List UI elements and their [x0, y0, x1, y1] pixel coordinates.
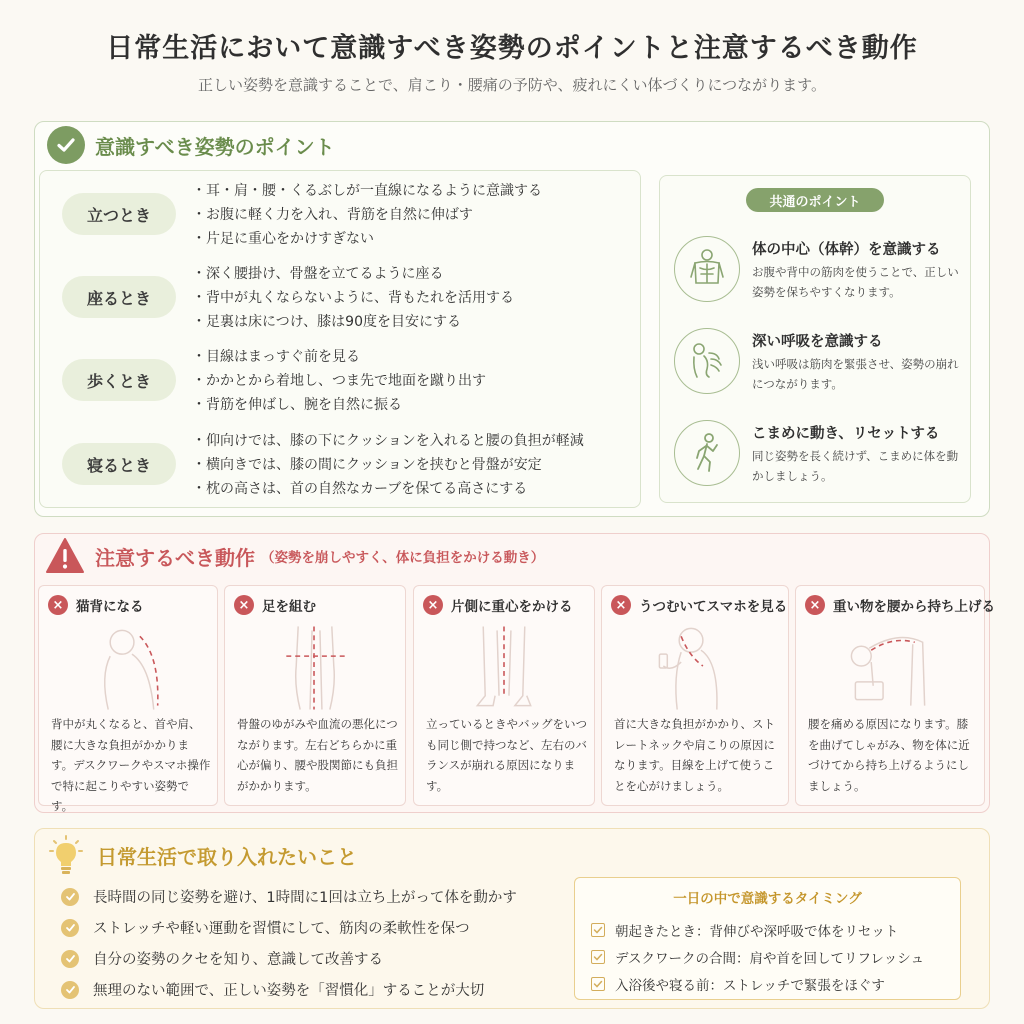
posture-item: ・横向きでは、膝の間にクッションを挟むと骨盤が安定 — [192, 457, 542, 473]
phone-neck-icon — [602, 626, 788, 710]
checkbox-icon — [591, 923, 605, 937]
habits-section-header — [49, 835, 357, 875]
hunched-back-icon — [39, 626, 217, 710]
caution-card-title: 足を組む — [262, 599, 316, 615]
posture-item: ・かかとから着地し、つま先で地面を蹴り出す — [192, 373, 486, 389]
common-item-title: 深い呼吸を意識する — [752, 334, 883, 350]
page-title: 日常生活において意識すべき姿勢のポイントと注意するべき動作 — [106, 33, 918, 64]
breathing-icon — [674, 328, 740, 394]
timing-item — [591, 943, 924, 970]
common-points-panel — [659, 175, 971, 503]
caution-card-title: 片側に重心をかける — [451, 599, 573, 615]
caution-card-title: うつむいてスマホを見る — [639, 599, 788, 615]
caution-card-uneven-stance — [413, 585, 595, 806]
posture-section-header — [47, 125, 335, 165]
posture-item: ・耳・肩・腰・くるぶしが一直線になるように意識する — [192, 183, 542, 199]
habits-section-title: 日常生活で取り入れたいこと — [97, 844, 357, 869]
lightbulb-icon — [49, 835, 83, 875]
common-points-tag: 共通のポイント — [746, 188, 884, 212]
posture-row-walking — [40, 339, 640, 419]
habit-item — [61, 974, 517, 1005]
common-item-core — [674, 236, 964, 316]
caution-card-hunched-back — [38, 585, 218, 813]
caution-card-title: 猫背になる — [76, 599, 144, 615]
posture-section-title: 意識すべき姿勢のポイント — [95, 134, 335, 159]
timing-panel — [574, 877, 961, 1000]
caution-card-desc: 首に大きな負担がかかり、ストレートネックや肩こりの原因になります。目線を上げて使うことを心がけましょう。 — [614, 717, 775, 793]
checkbox-icon — [591, 977, 605, 991]
x-icon: × — [423, 595, 443, 615]
caution-card-phone-neck — [601, 585, 789, 806]
habit-text: 長時間の同じ姿勢を避け、1時間に1回は立ち上がって体を動かす — [93, 890, 517, 906]
check-icon — [61, 950, 79, 968]
lifting-icon — [796, 626, 984, 710]
posture-row-standing — [40, 173, 640, 253]
posture-points-section — [34, 121, 990, 517]
posture-item: ・お腹に軽く力を入れ、背筋を自然に伸ばす — [192, 207, 473, 223]
uneven-stance-icon — [414, 626, 594, 710]
posture-item: ・目線はまっすぐ前を見る — [192, 349, 360, 365]
caution-card-title: 重い物を腰から持ち上げる — [833, 599, 995, 615]
habit-text: ストレッチや軽い運動を習慣にして、筋肉の柔軟性を保つ — [93, 921, 470, 937]
x-icon: × — [805, 595, 825, 615]
habits-list — [61, 881, 517, 1005]
check-icon — [61, 981, 79, 999]
caution-card-desc: 骨盤のゆがみや血流の悪化につながります。左右どちらかに重心が偏り、腰や股関節にも負担がかかります。 — [237, 717, 398, 793]
habit-item — [61, 881, 517, 912]
posture-item: ・背中が丸くならないように、背もたれを活用する — [192, 290, 514, 306]
check-circle-icon — [47, 126, 85, 164]
common-item-desc: お腹や背中の筋肉を使うことで、正しい姿勢を保ちやすくなります。 — [752, 265, 959, 299]
posture-item: ・片足に重心をかけすぎない — [192, 231, 374, 247]
caution-card-crossed-legs — [224, 585, 406, 806]
habit-item — [61, 943, 517, 974]
habit-text: 自分の姿勢のクセを知り、意識して改善する — [93, 952, 383, 968]
caution-section — [34, 533, 995, 813]
timing-text: 朝起きたとき：背伸びや深呼吸で体をリセット — [615, 923, 899, 940]
habits-section — [34, 828, 990, 1009]
posture-item: ・深く腰掛け、骨盤を立てるように座る — [192, 266, 444, 282]
caution-section-header — [45, 536, 544, 576]
page-subtitle: 正しい姿勢を意識することで、肩こり・腰痛の予防や、疲れにくい体づくりにつながります。 — [198, 76, 826, 94]
posture-item: ・背筋を伸ばし、腕を自然に振る — [192, 397, 402, 413]
timing-item — [591, 916, 924, 943]
timing-item — [591, 970, 924, 997]
caution-card-desc: 腰を痛める原因になります。膝を曲げてしゃがみ、物を体に近づけてから持ち上げるようにしましょう。 — [808, 717, 970, 793]
timing-text: デスクワークの合間：肩や首を回してリフレッシュ — [615, 950, 925, 967]
x-icon: × — [611, 595, 631, 615]
caution-section-title: 注意するべき動作 — [95, 545, 255, 570]
posture-item: ・枕の高さは、首の自然なカーブを保てる高さにする — [192, 481, 528, 497]
x-icon: × — [234, 595, 254, 615]
torso-icon — [674, 236, 740, 302]
common-item-desc: 同じ姿勢を長く続けず、こまめに体を動かしましょう。 — [752, 449, 959, 483]
habit-item — [61, 912, 517, 943]
habit-text: 無理のない範囲で、正しい姿勢を「習慣化」することが大切 — [93, 983, 485, 999]
posture-label: 寝るとき — [62, 443, 176, 485]
posture-item: ・足裏は床につけ、膝は90度を目安にする — [192, 314, 461, 330]
check-icon — [61, 888, 79, 906]
caution-card-desc: 立っているときやバッグをいつも同じ側で持つなど、左右のバランスが崩れる原因になります。 — [426, 717, 587, 793]
checkbox-icon — [591, 950, 605, 964]
caution-card-lifting — [795, 585, 995, 806]
posture-row-sleeping — [40, 423, 640, 503]
posture-label: 座るとき — [62, 276, 176, 318]
posture-list-panel — [39, 170, 641, 508]
common-item-reset — [674, 420, 964, 500]
caution-section-subtitle: （姿勢を崩しやすく、体に負担をかける動き） — [261, 550, 545, 566]
crossed-legs-icon — [225, 626, 405, 710]
common-item-breathing — [674, 328, 964, 408]
warning-triangle-icon — [45, 537, 85, 575]
posture-row-sitting — [40, 256, 640, 336]
walking-person-icon — [674, 420, 740, 486]
timing-text: 入浴後や寝る前：ストレッチで緊張をほぐす — [615, 977, 885, 994]
timing-title: 一日の中で意識するタイミング — [673, 891, 862, 907]
common-item-title: 体の中心（体幹）を意識する — [752, 242, 941, 258]
caution-card-desc: 背中が丸くなると、首や肩、腰に大きな負担がかかります。デスクワークやスマホ操作で特に起こりやすい姿勢です。 — [51, 717, 211, 813]
posture-label: 歩くとき — [62, 359, 176, 401]
check-icon — [61, 919, 79, 937]
posture-label: 立つとき — [62, 193, 176, 235]
posture-item: ・仰向けでは、膝の下にクッションを入れると腰の負担が軽減 — [192, 433, 584, 449]
x-icon: × — [48, 595, 68, 615]
common-item-title: こまめに動き、リセットする — [752, 426, 940, 442]
common-item-desc: 浅い呼吸は筋肉を緊張させ、姿勢の崩れにつながります。 — [752, 357, 959, 391]
